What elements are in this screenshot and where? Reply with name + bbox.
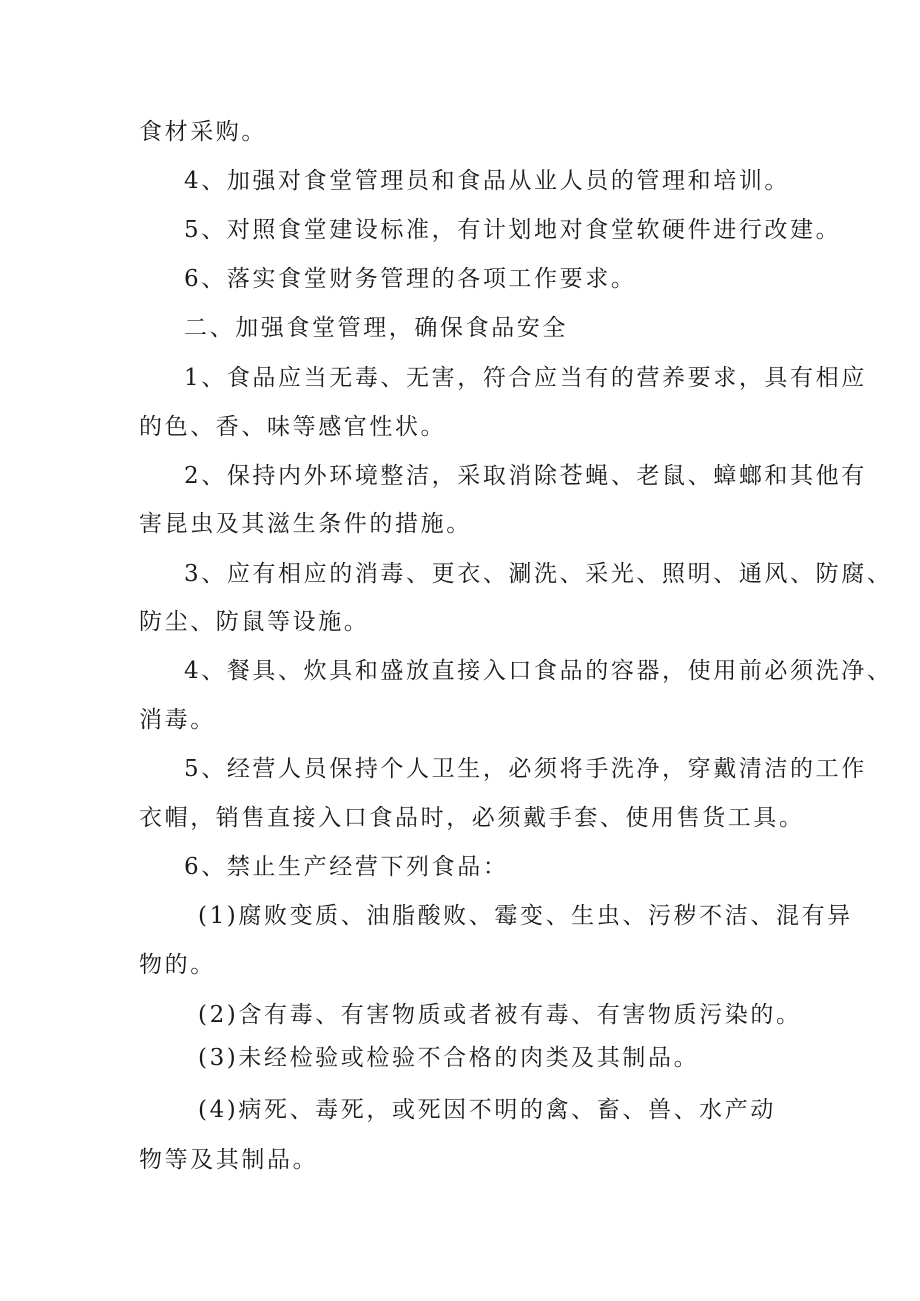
text-line: 4、加强对食堂管理员和食品从业人员的管理和培训。 bbox=[184, 168, 791, 194]
text-line: 害昆虫及其滋生条件的措施。 bbox=[139, 511, 472, 537]
text-line: 2、保持内外环境整洁，采取消除苍蝇、老鼠、蟑螂和其他有 bbox=[184, 463, 867, 489]
section-heading: 二、加强食堂管理，确保食品安全 bbox=[184, 315, 568, 341]
text-line: 3、应有相应的消毒、更衣、涮洗、采光、照明、通风、防腐、 bbox=[184, 561, 893, 587]
text-line: (2)含有毒、有害物质或者被有毒、有害物质污染的。 bbox=[198, 1002, 802, 1028]
text-line: (4)病死、毒死，或死因不明的禽、畜、兽、水产动 bbox=[198, 1097, 776, 1123]
text-line: 5、经营人员保持个人卫生，必须将手洗净，穿戴清洁的工作 bbox=[184, 756, 867, 782]
text-line: (1)腐败变质、油脂酸败、霉变、生虫、污秽不洁、混有异 bbox=[198, 903, 853, 929]
text-line: (3)未经检验或检验不合格的肉类及其制品。 bbox=[198, 1045, 700, 1071]
text-line: 1、食品应当无毒、无害，符合应当有的营养要求，具有相应 bbox=[184, 365, 867, 391]
text-line: 食材采购。 bbox=[139, 119, 267, 145]
text-line: 4、餐具、炊具和盛放直接入口食品的容器，使用前必须洗净、 bbox=[184, 658, 893, 684]
text-line: 消毒。 bbox=[139, 707, 216, 733]
text-line: 6、落实食堂财务管理的各项工作要求。 bbox=[184, 266, 637, 292]
text-line: 防尘、防鼠等设施。 bbox=[139, 609, 370, 635]
text-line: 衣帽，销售直接入口食品时，必须戴手套、使用售货工具。 bbox=[139, 805, 805, 831]
text-line: 物的。 bbox=[139, 952, 216, 978]
text-line: 物等及其制品。 bbox=[139, 1147, 319, 1173]
text-line: 的色、香、味等感官性状。 bbox=[139, 414, 447, 440]
text-line: 6、禁止生产经营下列食品： bbox=[184, 854, 509, 880]
text-line: 5、对照食堂建设标准，有计划地对食堂软硬件进行改建。 bbox=[184, 217, 842, 243]
